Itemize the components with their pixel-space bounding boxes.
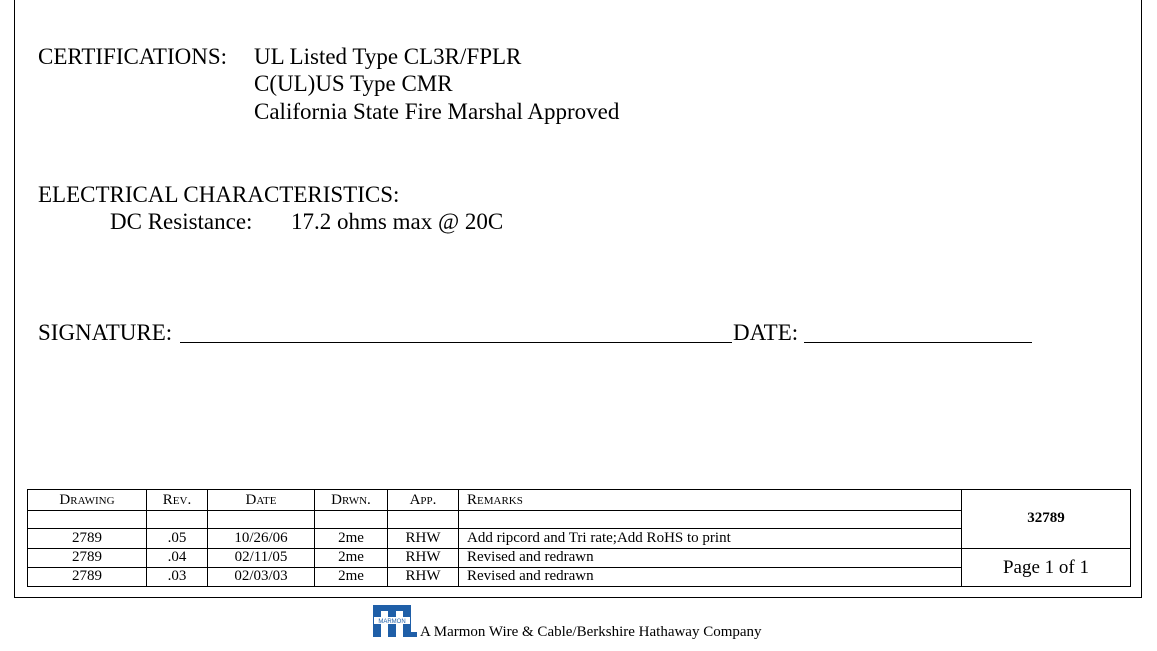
cell-remarks: Revised and redrawn — [459, 548, 962, 567]
certification-item: UL Listed Type CL3R/FPLR — [254, 44, 522, 69]
cell-drwn: 2me — [315, 567, 388, 586]
cell-rev: .05 — [147, 529, 208, 548]
page-number: Page 1 of 1 — [962, 548, 1131, 586]
header-app: App. — [388, 490, 459, 511]
company-tagline: A Marmon Wire & Cable/Berkshire Hathaway Company — [420, 624, 762, 640]
cell-remarks: Revised and redrawn — [459, 567, 962, 586]
cell-date: 02/11/05 — [208, 548, 315, 567]
cell-drawing: 2789 — [28, 529, 147, 548]
cell-drawing: 2789 — [28, 548, 147, 567]
marmon-logo-icon — [372, 603, 418, 639]
signature-label: SIGNATURE: — [38, 320, 173, 345]
header-date: Date — [208, 490, 315, 511]
cell-drwn: 2me — [315, 529, 388, 548]
cell-app: RHW — [388, 529, 459, 548]
header-rev: Rev. — [147, 490, 208, 511]
drawing-number: 32789 — [962, 490, 1131, 549]
date-label: DATE: — [733, 320, 799, 345]
date-line — [804, 342, 1032, 343]
certification-item: California State Fire Marshal Approved — [254, 99, 620, 124]
cell-app: RHW — [388, 567, 459, 586]
logo-text: MARMON — [378, 619, 406, 625]
dc-resistance-label: DC Resistance: — [110, 209, 253, 234]
cell-date: 10/26/06 — [208, 529, 315, 548]
header-remarks: Remarks — [459, 490, 962, 511]
cell-rev: .03 — [147, 567, 208, 586]
cell-rev: .04 — [147, 548, 208, 567]
header-drwn: Drwn. — [315, 490, 388, 511]
dc-resistance-value: 17.2 ohms max @ 20C — [291, 209, 504, 234]
cell-date: 02/03/03 — [208, 567, 315, 586]
cell-app: RHW — [388, 548, 459, 567]
signature-line — [180, 342, 732, 343]
table-row — [28, 548, 1131, 567]
cell-remarks: Add ripcord and Tri rate;Add RoHS to print — [459, 529, 962, 548]
revision-table — [27, 489, 1131, 587]
cell-drawing: 2789 — [28, 567, 147, 586]
certifications-label: CERTIFICATIONS: — [38, 44, 228, 69]
header-drawing: Drawing — [28, 490, 147, 511]
electrical-heading: ELECTRICAL CHARACTERISTICS: — [38, 182, 400, 207]
certification-item: C(UL)US Type CMR — [254, 71, 453, 96]
table-header-row — [28, 490, 1131, 511]
cell-drwn: 2me — [315, 548, 388, 567]
